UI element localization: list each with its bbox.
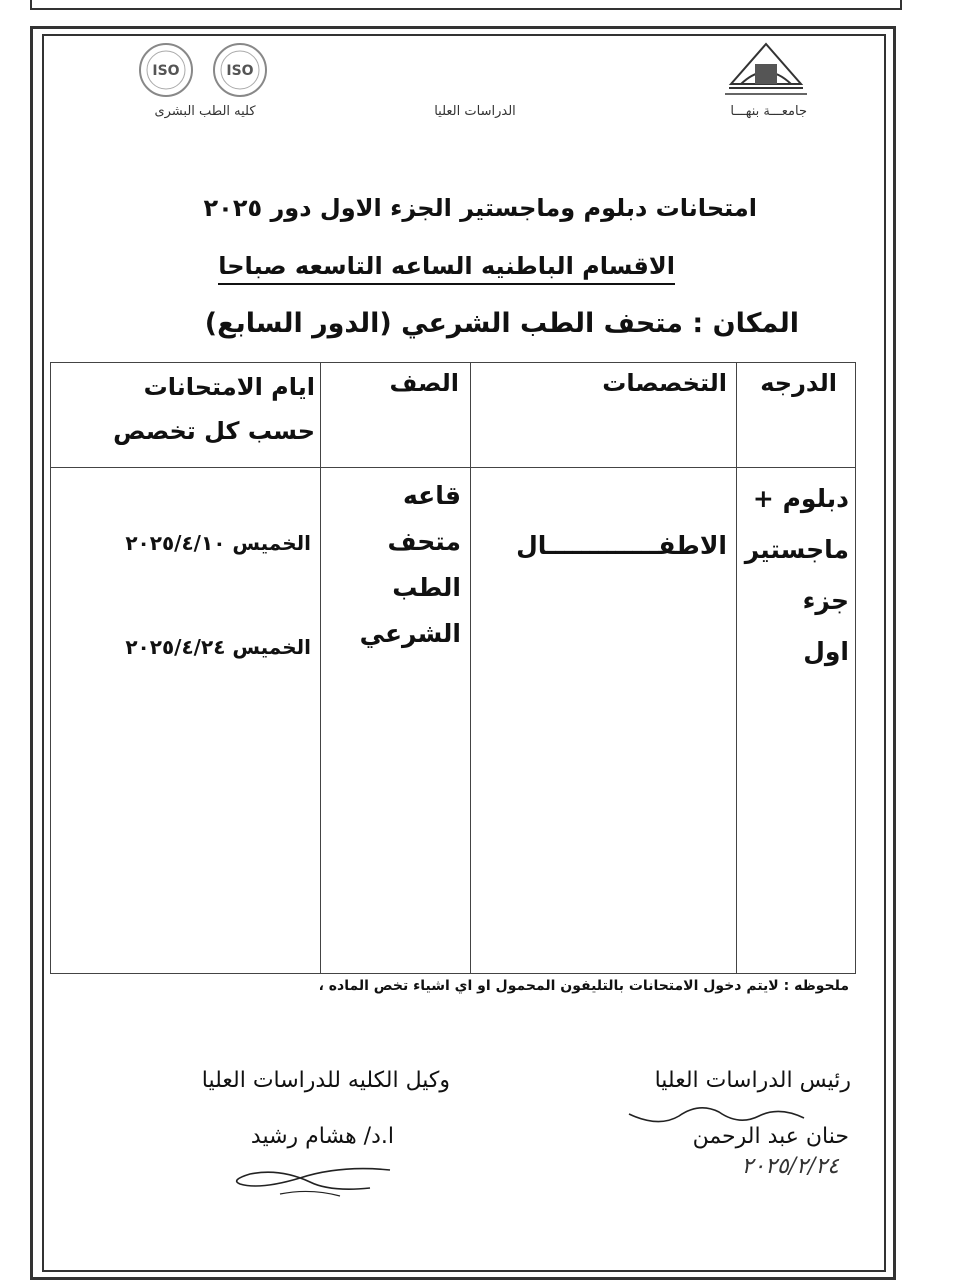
table-divider bbox=[470, 363, 471, 973]
exam-location: المكان : متحف الطب الشرعي (الدور السابع) bbox=[204, 308, 799, 339]
vice-dean-title: وكيل الكليه للدراسات العليا bbox=[201, 1068, 450, 1093]
department-time: الاقسام الباطنيه الساعه التاسعه صباحا bbox=[218, 252, 675, 285]
table-header-divider bbox=[51, 467, 855, 468]
header-specialties: التخصصات bbox=[602, 369, 727, 397]
iso-seal-icon bbox=[138, 42, 194, 98]
postgrad-head-title: رئيس الدراسات العليا bbox=[654, 1068, 851, 1093]
exam-title: امتحانات دبلوم وماجستير الجزء الاول دور ٢٠٢٥ bbox=[203, 194, 757, 222]
table-divider bbox=[320, 363, 321, 973]
university-emblem-icon bbox=[721, 40, 811, 100]
handwritten-signature-icon bbox=[220, 1160, 400, 1200]
cell-class bbox=[317, 473, 461, 657]
cell-exam-date: الخميس ٢٠٢٥/٤/٢٤ bbox=[125, 635, 311, 659]
top-strip bbox=[30, 0, 902, 10]
postgrad-head-name: حنان عبد الرحمن bbox=[692, 1124, 849, 1149]
degree-line: جزء bbox=[802, 586, 849, 615]
header-exam-days bbox=[55, 365, 315, 453]
class-line: متحف bbox=[387, 527, 461, 556]
header-class: الصف bbox=[389, 369, 459, 397]
exam-schedule-table bbox=[50, 362, 856, 974]
class-line: الطب bbox=[392, 573, 461, 602]
iso-seal-icon bbox=[212, 42, 268, 98]
class-line: الشرعي bbox=[359, 619, 461, 648]
department-name: الدراسات العليا bbox=[434, 104, 516, 119]
svg-text:ISO: ISO bbox=[152, 63, 180, 79]
cell-specialty: الاطفـــــــــــــال bbox=[516, 531, 727, 560]
header-degree: الدرجه bbox=[760, 369, 837, 397]
university-name: جامعـــة بنهـــا bbox=[730, 104, 807, 119]
header-exam-days-line1: ايام الامتحانات bbox=[143, 373, 315, 401]
note: ملحوظه : لايتم دخول الامتحانات بالتليفون المحمول او اي اشياء تخص الماده ، bbox=[318, 978, 849, 994]
degree-line: ماجستير bbox=[744, 535, 849, 564]
svg-text:ISO: ISO bbox=[226, 63, 254, 79]
header-exam-days-line2: حسب كل تخصص bbox=[113, 417, 315, 445]
cell-degree bbox=[737, 473, 849, 677]
degree-line: دبلوم + bbox=[752, 484, 849, 513]
degree-line: اول bbox=[803, 637, 849, 666]
class-line: قاعه bbox=[403, 481, 461, 510]
cell-exam-date: الخميس ٢٠٢٥/٤/١٠ bbox=[125, 531, 311, 555]
faculty-name: كليه الطب البشرى bbox=[154, 104, 256, 119]
vice-dean-name: ا.د/ هشام رشيد bbox=[250, 1124, 394, 1149]
signature-date: ٢٠٢٥/٢/٢٤ bbox=[741, 1154, 839, 1179]
